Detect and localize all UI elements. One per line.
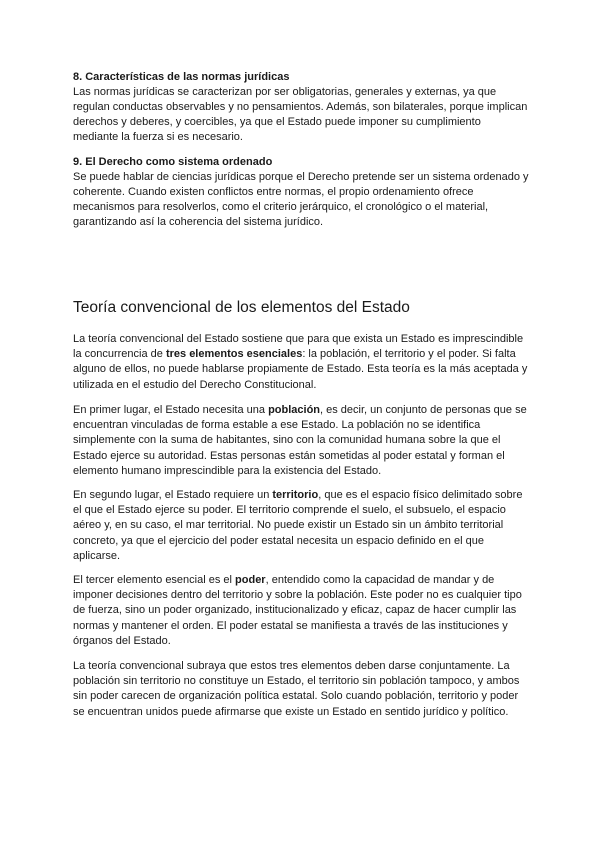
section-8-title: 8. Características de las normas jurídicas [73,71,290,83]
section-8 [73,70,529,145]
paragraph-intro [73,332,529,393]
paragraph-poder-text-end: , entendido como la capacidad de mandar y de imponer decisiones dentro del territorio y sobre la población. Este poder no es cualquier tipo de fuerza, sino un poder organizado, institucionalizado y eficaz, capaz de hacer cumplir las normas y mantener el orden. El poder estatal se manifiesta a través de las instituciones y órganos del Estado. [73,574,522,647]
document-page [73,70,529,718]
paragraph-poder-text-start: El tercer elemento esencial es el [73,574,236,586]
paragraph-intro-emphasis: tres elementos esenciales [165,348,303,361]
paragraph-intro-text-start: La teoría convencional del Estado sostiene que para que exista un Estado es imprescindible la concurrencia de [73,333,524,361]
chapter-heading: Teoría convencional de los elementos del Estado [73,299,410,316]
section-9-body: Se puede hablar de ciencias jurídicas porque el Derecho pretende ser un sistema ordenado y coherente. Cuando existen conflictos entre normas, el propio ordenamiento ofrece mecanismos para resolverlos, como el criterio jerárquico, el cronológico o el material, garantizando así la coherencia del sistema jurídico. [73,171,529,228]
section-9 [73,155,529,230]
paragraph-poblacion-emphasis: población [268,404,321,416]
paragraph-poblacion-text-start: En primer lugar, el Estado necesita una [73,404,269,416]
paragraph-poder-emphasis: poder [235,574,266,586]
paragraph-poder [73,573,529,649]
paragraph-poblacion [73,403,529,479]
paragraph-territorio-emphasis: territorio [272,489,319,501]
paragraph-territorio-text-start: En segundo lugar, el Estado requiere un [73,489,273,501]
paragraph-poblacion-text-end: , es decir, un conjunto de personas que se encuentran vinculadas de forma estable a ese Estado. La población no se identifica simplemente con la suma de habitantes, sino con la comunidad humana sobre la que el Estado ejerce su autoridad. Estas personas están sometidas al poder estatal y forman el elemento humano imprescindible para la existencia del Estado. [73,404,527,477]
section-8-body: Las normas jurídicas se caracterizan por ser obligatorias, generales y externas, ya que regulan conductas observables y no pensamientos. Además, son bilaterales, porque implican derechos y deberes, y coercibles, ya que el Estado puede imponer su cumplimiento mediante la fuerza si es necesario. [73,86,528,143]
paragraph-conclusion: La teoría convencional subraya que estos tres elementos deben darse conjuntamente. La población sin territorio no constituye un Estado, el territorio sin población tampoco, y ambos sin poder carecen de organización política estatal. Solo cuando población, territorio y poder se encuentran unidos puede afirmarse que existe un Estado en sentido jurídico y político. [73,660,520,718]
section-9-title: 9. El Derecho como sistema ordenado [73,156,273,168]
paragraph-intro-text-end: : la población, el territorio y el poder. Si falta alguno de ellos, no puede hablarse propiamente de Estado. Esta teoría es la más aceptada y utilizada en el estudio del Derecho Constitucional. [73,348,528,391]
paragraph-territorio-text-end: , que es el espacio físico delimitado sobre el que el Estado ejerce su poder. El territorio comprende el suelo, el subsuelo, el espacio aéreo y, en su caso, el mar territorial. No puede existir un Estado sin un ámbito territorial concreto, ya que el ejercicio del poder estatal necesita un espacio definido en el que aplicarse. [73,489,523,562]
paragraph-territorio [73,488,529,564]
